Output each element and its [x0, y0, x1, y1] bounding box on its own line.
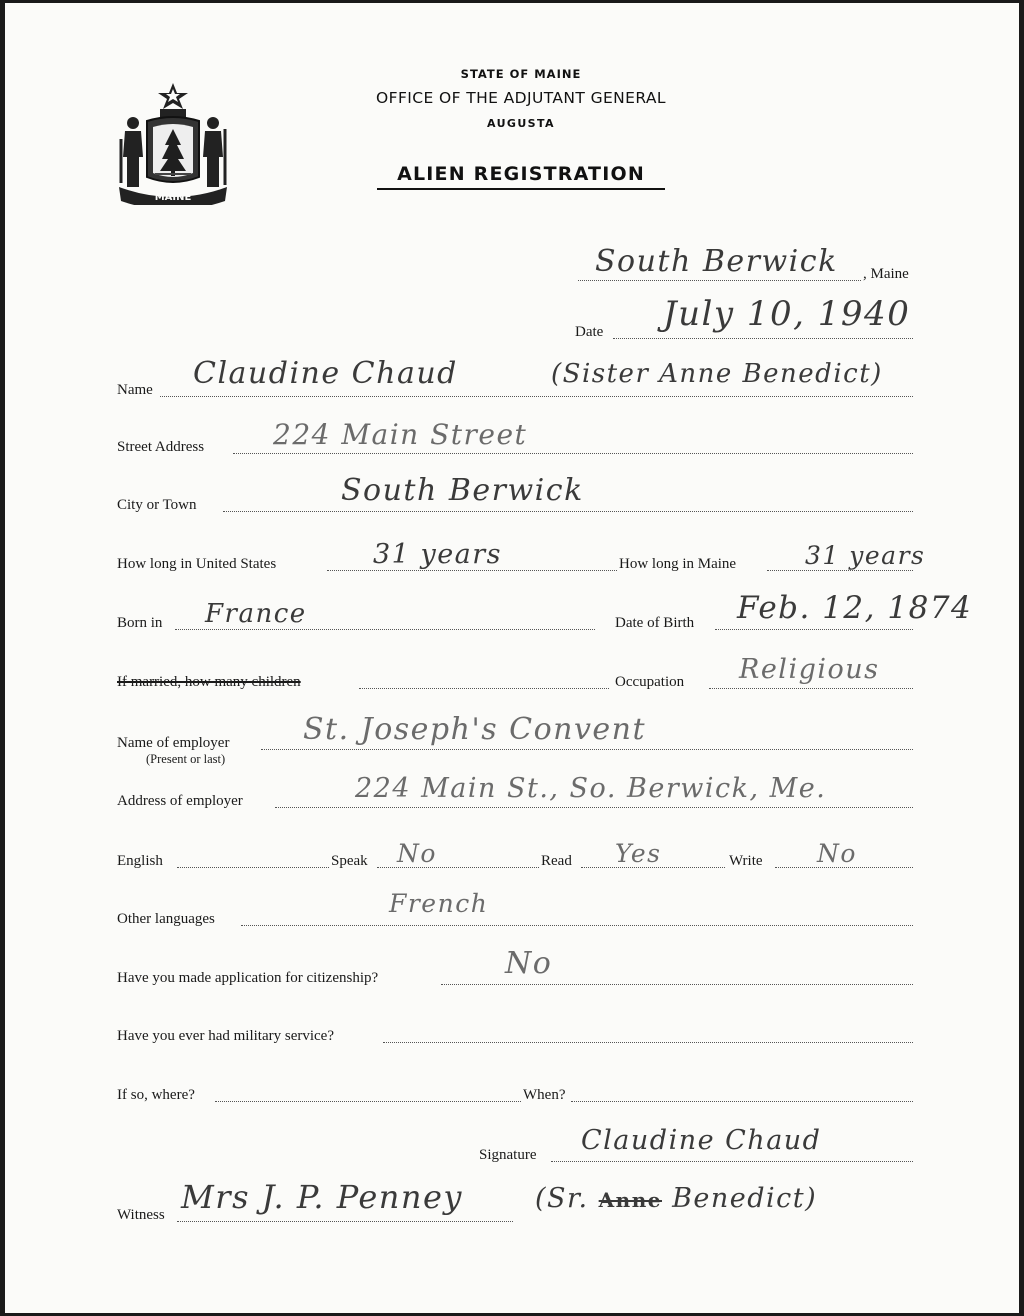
- street-address-field-line: [233, 453, 913, 454]
- us-residence-value: 31 years: [373, 539, 503, 570]
- employer-address-label: Address of employer: [117, 793, 243, 809]
- citizenship-label: Have you made application for citizenship?: [117, 970, 379, 986]
- maine-residence-field-line: [767, 570, 913, 571]
- name-label: Name: [117, 382, 153, 398]
- seal-banner-text: MAINE: [154, 192, 192, 203]
- maine-residence-label: How long in Maine: [619, 556, 737, 572]
- military-where-label: If so, where?: [117, 1087, 195, 1103]
- write-label: Write: [729, 853, 763, 869]
- name-field-line: [160, 396, 913, 397]
- read-label: Read: [541, 853, 572, 869]
- signature-field-line: [551, 1161, 913, 1162]
- registration-form: [5, 3, 1019, 1313]
- children-label: If married, how many children: [117, 674, 301, 690]
- date-of-birth-field-line: [715, 629, 913, 630]
- place-field-line: [578, 280, 861, 281]
- write-value: No: [817, 839, 857, 868]
- occupation-value: Religious: [739, 654, 880, 685]
- place-state-label: , Maine: [863, 266, 909, 282]
- street-address-label: Street Address: [117, 439, 205, 455]
- date-of-birth-value: Feb. 12, 1874: [737, 590, 973, 626]
- other-languages-field-line: [241, 925, 913, 926]
- born-in-field-line: [175, 629, 595, 630]
- city-or-town-label: City or Town: [117, 497, 197, 513]
- military-where-field-line: [215, 1101, 521, 1102]
- signature-label: Signature: [479, 1147, 537, 1163]
- header-state: STATE OF MAINE: [460, 67, 582, 81]
- date-label: Date: [575, 324, 604, 340]
- english-label: English: [117, 853, 163, 869]
- citizenship-value: No: [505, 946, 553, 981]
- city-or-town-value: South Berwick: [341, 473, 584, 508]
- employer-address-value: 224 Main St., So. Berwick, Me.: [355, 773, 827, 804]
- header-city: AUGUSTA: [487, 117, 555, 130]
- street-address-value: 224 Main Street: [273, 418, 528, 451]
- signature-value: Claudine Chaud: [581, 1125, 822, 1156]
- religious-name-value: (Sister Anne Benedict): [551, 359, 883, 389]
- born-in-value: France: [205, 599, 307, 629]
- witness-note-open: (Sr.: [535, 1183, 589, 1214]
- form-title: ALIEN REGISTRATION: [377, 163, 665, 190]
- date-value: July 10, 1940: [663, 294, 911, 334]
- employer-field-line: [261, 749, 913, 750]
- children-field-line: [359, 688, 609, 689]
- employer-address-field-line: [275, 807, 913, 808]
- other-languages-label: Other languages: [117, 911, 215, 927]
- occupation-field-line: [709, 688, 913, 689]
- military-service-label: Have you ever had military service?: [117, 1028, 334, 1044]
- witness-label: Witness: [117, 1207, 165, 1223]
- born-in-label: Born in: [117, 615, 163, 631]
- maine-state-seal-icon: [117, 79, 229, 205]
- speak-label: Speak: [331, 853, 368, 869]
- military-when-field-line: [571, 1101, 913, 1102]
- citizenship-field-line: [441, 984, 913, 985]
- employer-value: St. Joseph's Convent: [303, 712, 647, 747]
- other-languages-value: French: [389, 889, 489, 918]
- witness-field-line: [177, 1221, 513, 1222]
- military-service-field-line: [383, 1042, 913, 1043]
- name-value: Claudine Chaud: [193, 356, 458, 391]
- us-residence-field-line: [327, 570, 617, 571]
- employer-sublabel: (Present or last): [146, 752, 226, 766]
- read-value: Yes: [615, 839, 662, 868]
- speak-value: No: [397, 839, 437, 868]
- witness-note: [535, 1185, 817, 1212]
- witness-value: Mrs J. P. Penney: [181, 1178, 463, 1216]
- maine-residence-value: 31 years: [805, 541, 926, 570]
- witness-note-close: Benedict): [672, 1183, 818, 1214]
- date-field-line: [613, 338, 913, 339]
- employer-label: Name of employer: [117, 735, 230, 751]
- city-or-town-field-line: [223, 511, 913, 512]
- english-field-line: [177, 867, 329, 868]
- header-office: OFFICE OF THE ADJUTANT GENERAL: [376, 89, 666, 107]
- witness-note-struck: Anne: [598, 1188, 662, 1212]
- place-town-value: South Berwick: [595, 244, 838, 279]
- us-residence-label: How long in United States: [117, 556, 277, 572]
- military-when-label: When?: [523, 1087, 566, 1103]
- date-of-birth-label: Date of Birth: [615, 615, 695, 631]
- occupation-label: Occupation: [615, 674, 685, 690]
